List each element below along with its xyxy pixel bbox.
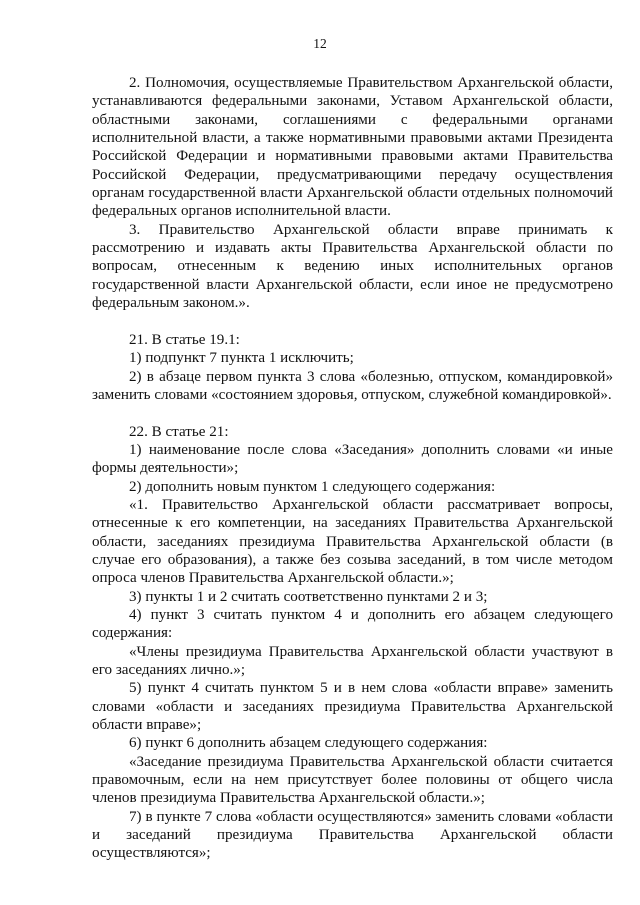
paragraph-subitem: 7) в пункте 7 слова «области осуществляются» заменить словами «области и заседаний президиума Правительства Архангельской области осуществляются»; [92, 808, 613, 862]
paragraph-subitem: 1) наименование после слова «Заседания» дополнить словами «и иные формы деятельности»; [92, 441, 613, 477]
paragraph-subitem: 1) подпункт 7 пункта 1 исключить; [129, 350, 354, 367]
paragraph-subitem: 3) пункты 1 и 2 считать соответственно пунктами 2 и 3; [129, 588, 488, 605]
paragraph-article-21-heading: 22. В статье 21: [129, 423, 229, 440]
paragraph-item-3-acts: 3. Правительство Архангельской области вправе принимать к рассмотрению и издавать акты Правительства Архангельской области по вопросам, отнесенным к ведению иных исполнительных органов государственной власти Архангельской области, если иное не предусмотрено федеральным законом.». [92, 221, 613, 312]
paragraph-subitem: 6) пункт 6 дополнить абзацем следующего содержания: [129, 735, 488, 752]
paragraph-subitem: 2) дополнить новым пунктом 1 следующего содержания: [129, 478, 496, 495]
paragraph-subitem: 2) в абзаце первом пункта 3 слова «болезнью, отпуском, командировкой» заменить словами «состоянием здоровья, отпуском, служебной командировкой». [92, 368, 613, 403]
paragraph-article-19-1-heading: 21. В статье 19.1: [129, 331, 240, 348]
paragraph-quote: «1. Правительство Архангельской области рассматривает вопросы, отнесенные к его компетенции, на заседаниях Правительства Архангельской области, заседаниях президиума Правительства Архангельской области (в случае его образования), а также без созыва заседаний, в том числе методом опроса членов Правительства Архангельской области.»; [92, 496, 613, 587]
document-body [92, 74, 613, 863]
paragraph-subitem: 4) пункт 3 считать пунктом 4 и дополнить его абзацем следующего содержания: [92, 606, 613, 642]
paragraph-subitem: 5) пункт 4 считать пунктом 5 и в нем слова «области вправе» заменить словами «области и заседаниях президиума Правительства Архангельской области вправе»; [92, 680, 613, 734]
paragraph-quote: «Члены президиума Правительства Архангельской области участвуют в его заседаниях лично.»; [92, 643, 613, 678]
page-number: 12 [313, 36, 327, 51]
paragraph-item-2-powers: 2. Полномочия, осуществляемые Правительством Архангельской области, устанавливаются федеральными законами, Уставом Архангельской области, областными законами, соглашениями с федеральными органами исполнительной власти, а также нормативными правовыми актами Президента Российской Федерации и нормативными правовыми актами Правительства Российской Федерации, предусматривающими передачу осуществления органам государственной власти Архангельской области отдельных полномочий федеральных органов исполнительной власти. [92, 75, 613, 220]
paragraph-quote: «Заседание президиума Правительства Архангельской области считается правомочным, если на нем присутствует более половины от общего числа членов президиума Правительства Архангельской области.»; [92, 753, 613, 807]
